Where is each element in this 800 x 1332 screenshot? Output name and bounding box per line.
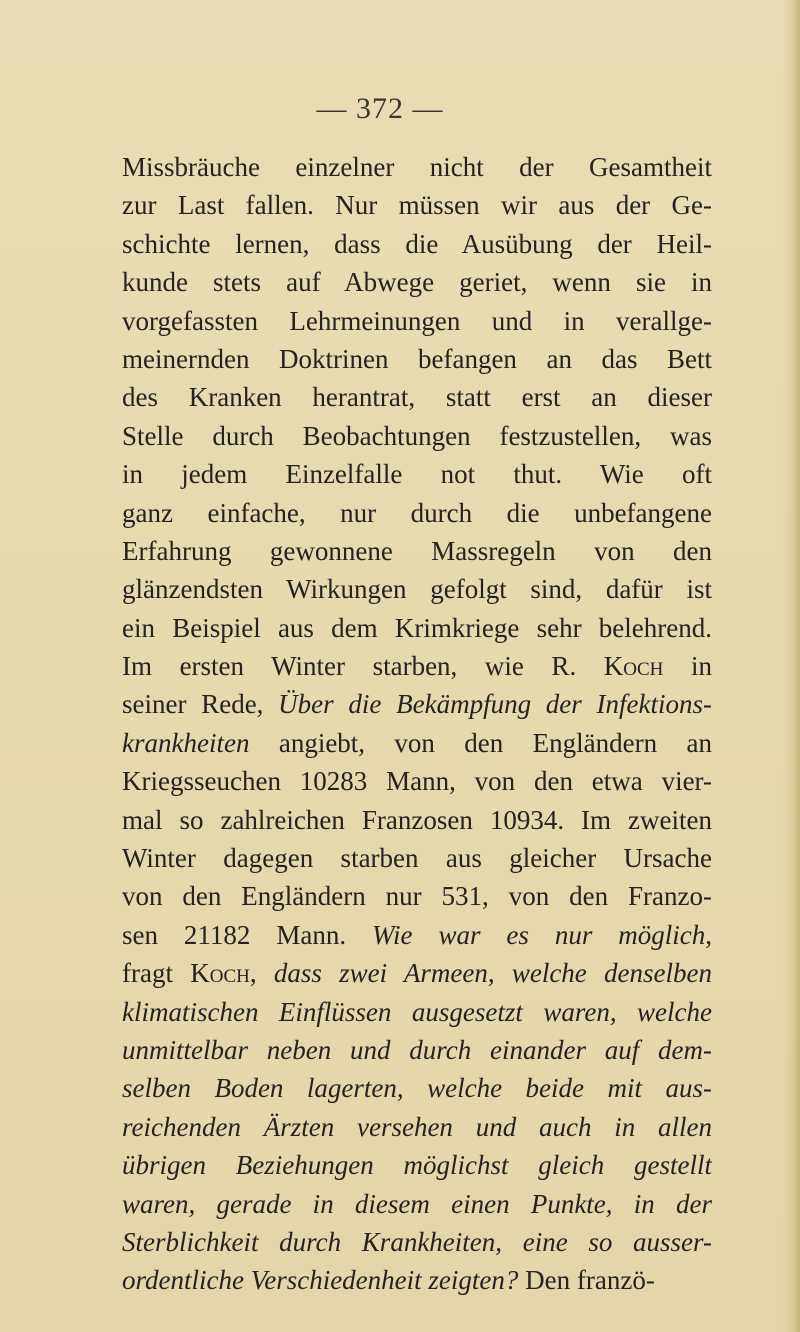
text-line <box>122 302 712 340</box>
italic-text: klimatischen Einflüssen ausgesetzt waren, welche <box>122 996 712 1027</box>
text-line <box>122 916 712 954</box>
text-segment: des Kranken herantrat, statt erst an dieser <box>122 382 712 413</box>
text-segment: , <box>249 958 274 989</box>
italic-text: waren, gerade in diesem einen Punkte, in der <box>122 1188 712 1219</box>
text-segment: Erfahrung gewonnene Massregeln von den <box>122 535 712 566</box>
text-line <box>122 1146 712 1184</box>
text-line <box>122 993 712 1031</box>
text-segment: Den franzö- <box>518 1265 655 1296</box>
text-line <box>122 186 712 224</box>
text-line <box>122 647 712 685</box>
text-segment: zur Last fallen. Nur müssen wir aus der Ge- <box>122 190 712 221</box>
italic-text: reichenden Ärzten versehen und auch in allen <box>122 1111 712 1142</box>
italic-text: krankheiten <box>122 727 250 758</box>
text-segment: angiebt, von den Engländern an <box>249 727 712 758</box>
text-line <box>122 839 712 877</box>
text-line <box>122 1069 712 1107</box>
text-line <box>122 340 712 378</box>
text-line <box>122 148 712 186</box>
text-line <box>122 1261 712 1299</box>
text-line <box>122 762 712 800</box>
text-segment: glänzendsten Wirkungen gefolgt sind, dafür ist <box>122 574 712 605</box>
text-line <box>122 1185 712 1223</box>
text-segment: Missbräuche einzelner nicht der Gesamtheit <box>122 152 712 182</box>
italic-text: dass zwei Armeen, welche denselben <box>273 958 712 989</box>
text-segment: sen 21182 Mann. <box>122 919 373 950</box>
small-caps-name: Koch <box>190 958 250 989</box>
page-number: — 372 — <box>316 92 444 125</box>
text-line <box>122 877 712 915</box>
italic-text: übrigen Beziehungen möglichst gleich gestellt <box>122 1150 712 1181</box>
text-segment: Winter dagegen starben aus gleicher Ursache <box>122 843 712 874</box>
italic-text: Sterblichkeit durch Krankheiten, eine so ausser- <box>122 1226 712 1257</box>
italic-text: Über die Bekämpfung der Infektions- <box>278 689 712 720</box>
text-line <box>122 378 712 416</box>
small-caps-name: Koch <box>603 651 664 682</box>
text-segment: schichte lernen, dass die Ausübung der Heil- <box>122 228 712 259</box>
italic-text: unmittelbar neben und durch einander auf dem- <box>122 1034 712 1065</box>
text-line <box>122 570 712 608</box>
text-segment: ganz einfache, nur durch die unbefangene <box>122 497 712 528</box>
text-segment: mal so zahlreichen Franzosen 10934. Im zweiten <box>122 804 712 835</box>
text-line <box>122 455 712 493</box>
italic-text: ordentliche Verschiedenheit zeigten? <box>122 1265 519 1296</box>
text-segment: Stelle durch Beobachtungen festzustellen, was <box>122 420 712 451</box>
italic-text: Wie war es nur möglich <box>372 919 706 950</box>
text-segment: von den Engländern nur 531, von den Franzo- <box>122 881 712 912</box>
text-line <box>122 225 712 263</box>
text-segment: in jedem Einzelfalle not thut. Wie oft <box>122 459 712 490</box>
italic-text: selben Boden lagerten, welche beide mit aus- <box>122 1073 712 1104</box>
text-segment: Kriegsseuchen 10283 Mann, von den etwa vier- <box>122 766 712 797</box>
page-edge-shadow <box>782 0 800 1332</box>
text-line <box>122 685 712 723</box>
text-line <box>122 724 712 762</box>
text-line <box>122 1223 712 1261</box>
text-segment: seiner Rede, <box>122 689 279 720</box>
text-line <box>122 417 712 455</box>
text-line <box>122 1031 712 1069</box>
text-segment: vorgefassten Lehrmeinungen und in verallge- <box>122 305 712 336</box>
text-segment: fragt <box>122 958 191 989</box>
text-line <box>122 609 712 647</box>
text-segment: ein Beispiel aus dem Krimkriege sehr belehrend. <box>122 612 712 643</box>
text-line <box>122 494 712 532</box>
text-segment: Im ersten Winter starben, wie R. <box>122 651 604 682</box>
text-line <box>122 801 712 839</box>
text-segment: kunde stets auf Abwege geriet, wenn sie in <box>122 267 712 298</box>
text-segment: , <box>705 919 712 950</box>
text-line <box>122 954 712 992</box>
text-line <box>122 1108 712 1146</box>
body-text <box>122 148 712 1300</box>
text-line <box>122 263 712 301</box>
text-line <box>122 532 712 570</box>
text-segment: meinernden Doktrinen befangen an das Bett <box>122 343 712 374</box>
text-segment: in <box>663 651 712 682</box>
